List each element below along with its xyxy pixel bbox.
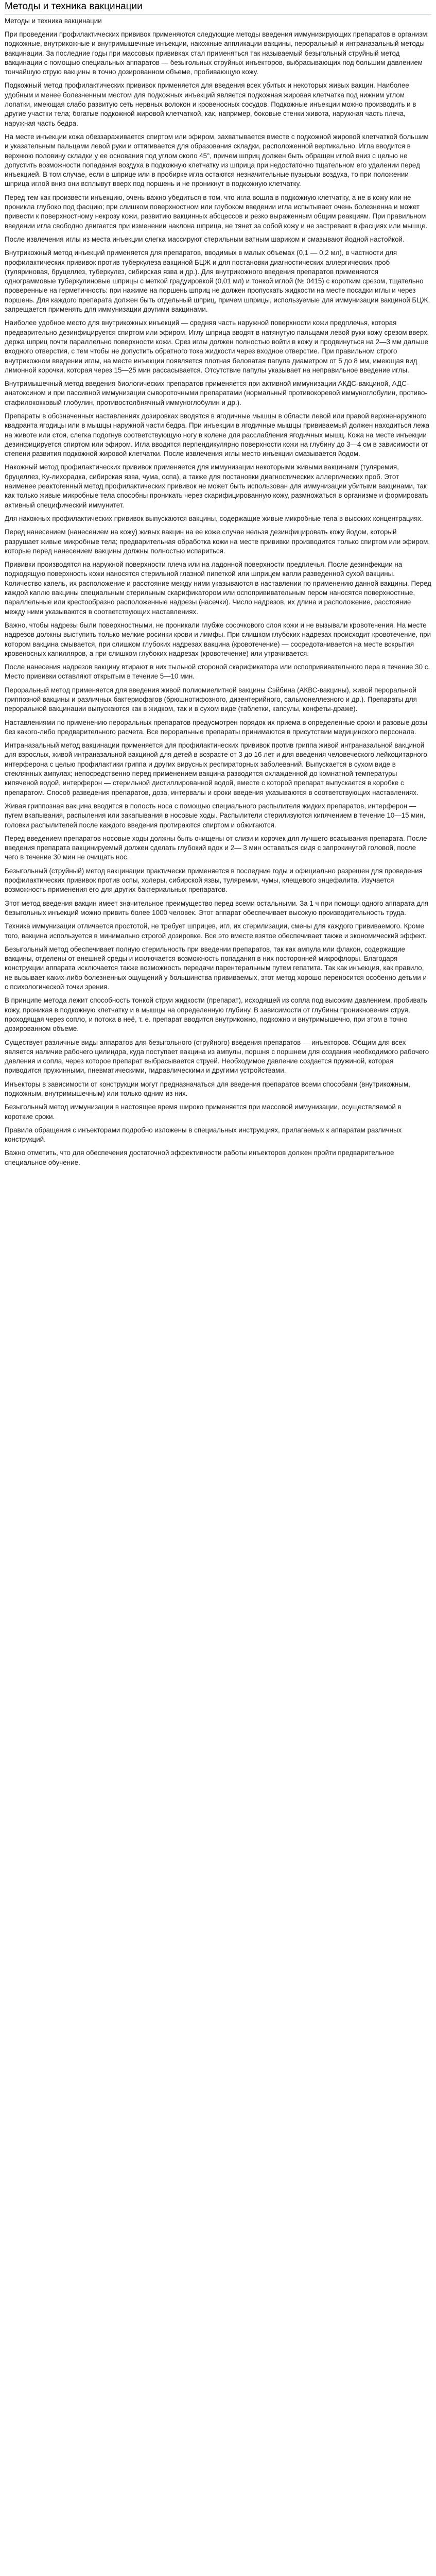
page-title: Методы и техника вакцинации: [5, 1, 431, 14]
article-paragraph: Препараты в обозначенных наставлениях дозировках вводятся в ягодичные мышцы в области левой или правой верхненаружного квадранта ягодицы или в мышцы наружной части бедра. При инъекции в ягодичные мышцы прививаемый должен находиться лежа на животе или стоя, слегка подогнув соответствующую ногу в колене для расслабления ягодичных мышц. Кожа на месте инъекции дезинфицируется спиртом или эфиром. Игла вводится перпендикулярно поверхности кожи на глубину до 3—4 см в зависимости от степени развития подкожной жировой клетчатки. После извлечения иглы место инъекции смазывается йодом.: [5, 412, 430, 458]
article-paragraph: Техника иммунизации отличается простотой, не требует шприцев, игл, их стерилизации, смены для каждого прививаемого. Кроме того, вакцина используется в минимально строгой дозировке. Все это вместе взятое обеспечивает также и экономический эффект.: [5, 922, 427, 940]
article-paragraph: Пероральный метод применяется для введения живой полиомиелитной вакцины Сэйбина (АКВС-вакцины), живой пероральной гриппозной вакцины и различных бактериофагов (брюшнотифозного, дизентерийного, сальмонеллезного и др.). Препараты для пероральной вакцинации выпускаются как в жидком, так и в сухом виде (таблетки, капсулы, конфеты-драже).: [5, 686, 417, 713]
article-paragraph: Существует различные виды аппаратов для безыгольного (струйного) введения препаратов — инъекторов. Общим для всех является наличие рабочего цилиндра, куда поступает вакцина из ампулы, поршня с поршнем для создания необходимого рабочего давления и сопла, через которое препарат выбрасывается струей. Необходимое давление создается пружиной, которая приводится пружинными, пневматическими, гидравлическими и другими устройствами.: [5, 1038, 429, 1075]
article-paragraph: Перед введением препаратов носовые ходы должны быть очищены от слизи и корочек для лучшего всасывания препарата. После введения препарата вакцинируемый должен сделать глубокий вдох и 2— 3 мин оставаться сидя с запрокинутой головой, после чего в течение 30 мин не очищать нос.: [5, 834, 427, 861]
article-paragraph: Правила обращения с инъекторами подробно изложены в специальных инструкциях, прилагаемых к аппаратам различных конструкций.: [5, 1126, 402, 1144]
article-paragraph: После нанесения надрезов вакцину втирают в них тыльной стороной скарификатора или оспопрививательного пера в течение 30 с. Место прививки оставляют открытым в течение 5—10 мин.: [5, 663, 430, 681]
article-paragraph: Живая гриппозная вакцина вводится в полость носа с помощью специального распылителя жидких препаратов, интерферон — пугем вкапывания, распыления или закапывания в носовые ходы. Распылители стерилизуются кипячением в течение 10—15 мин, головки распылителей после каждого введения протираются спиртом и обжигаются.: [5, 802, 426, 829]
article-paragraph: Подкожный метод профилактических прививок применяется для введения всех убитых и некоторых живых вакцин. Наиболее удобным и менее болезненным местом для подкожных инъекций является подкожная жировая клетчатка под нижним углом лопатки, имеющая слабо развитую сеть нервных волокон и кровеносных сосудов. Подкожные инъекции можно производить и в другие участки тела; богатые подкожной жировой клетчаткой, как, например, боковые стенки живота, наружная часть плеча, наружная часть бедра.: [5, 81, 416, 127]
article-paragraph: Важно, чтобы надрезы были поверхностными, не проникали глубже сосочкового слоя кожи и не вызывали кровотечения. На месте надрезов должны выступить только мелкие росинки крови и лимфы. При слишком глубоких надрезах происходит кровотечение, при котором вакцина смывается, при слишком глубоких надрезах вакцина (кровотечение) — сосредотачивается на месте вскрытия кровеносных капилляров, а при слишком глубоких надрезах (кровотечение) или утрачивается.: [5, 621, 431, 657]
article-paragraph: Прививки производятся на наружной поверхности плеча или на ладонной поверхности предплечья. После дезинфекции на подходящую поверхность кожи наносятся стерильной глазной пипеткой или шприцем капли разведенной сухой вакцины. Количество капель, их расположение и расстояние между ними указываются в наставлении по применению данной вакцины. Перед каждой каплю вакцины специальным стерильным скарификатором или оспопрививательным пером наносятся поверхностные, параллельные или крестообразно расположенные надрезы (насечки). Число надрезов, их длина и расположение, расстояние между ними указываются в соответствующих наставлениях.: [5, 561, 431, 616]
article-paragraph: Безыгольный метод иммунизации в настоящее время широко применяется при массовой иммунизации, осуществляемой в короткие сроки.: [5, 1103, 402, 1121]
article-paragraph: Наставлениями по применению пероральных препаратов предусмотрен порядок их приема в определенные сроки и разовые дозы без какого-либо предварительного расчета. Все пероральные препараты принимаются в присутствии медицинского персонала.: [5, 718, 427, 736]
article-paragraph: Внутримышечный метод введения биологических препаратов применяется при активной иммунизации АКДС-вакциной, АДС-анатоксином и при пассивной иммунизации сывороточными препаратами (нормальный противокоревой иммуноглобулин, противо-стафилококковый глобулин, противостолбнячный иммуноглобулин и др.).: [5, 380, 427, 406]
page-subtitle: Методы и техника вакцинации: [5, 17, 102, 25]
article-paragraph: Инъекторы в зависимости от конструкции могут предназначаться для введения препаратов всеми способами (внутрикожным, подкожным, внутримышечным) или только одним из них.: [5, 1080, 410, 1097]
article: [0, 1, 436, 1167]
article-paragraph: Перед тем как произвести инъекцию, очень важно убедиться в том, что игла вошла в подкожную клетчатку, а не в кожу или не проникла глубоко под фасцию; при слишком поверхностном или глубоком введении игла испытывает очень болезненна и может привести к поверхностному некрозу кожи, развитию вакцинных абсцессов и резко выраженным общим реакциям. При правильном введении игла свободно двигается при изменении наклона шприца, не тянет за собой кожу и не застревает в фасциях или мышце.: [5, 193, 428, 230]
article-paragraph: Накожный метод профилактических прививок применяется для иммунизации некоторыми живыми вакцинами (туляремия, бруцеллез, Ку-лихорадка, сибирская язва, чума, оспа), а также для постановки диагностических аллергических проб. Этот наименее реактогенный метод профилактических прививок не может быть использован для иммунизации убитыми вакцинами, так как только живые микробные тела способны проникать через скарифицированную кожу, размножаться в организме и формировать активный специфический иммунитет.: [5, 463, 429, 509]
article-paragraph: Безыгольный метод обеспечивает полную стерильность при введении препаратов, так как ампула или флакон, содержащие вакцины, отделены от внешней среды и исключается возможность попадания в них посторонней микрофлоры. Благодаря конструкции аппарата исключается также возможность передачи парентеральным путем гепатита. Так как инъекция, как правило, не вызывает каких-либо болезненных ощущений у большинства прививаемых, этот метод хорошо переносится особенно детьми и с психологической точки зрения.: [5, 945, 427, 991]
article-paragraph: Интраназальный метод вакцинации применяется для профилактических прививок против гриппа живой интраназальной вакциной для взрослых, живой интраназальной вакциной для детей в возрасте от 3 до 16 лет и для введения человеческого лейкоцитарного интерферона с целью профилактики гриппа и других вирусных респираторных заболеваний. Выпускается в сухом виде в стеклянных ампулах; непосредственно перед применением вакцина разводится охлажденной до комнатной температуры кипяченой водой, интерферон — стерильной дистиллированной водой, вместе с которой препарат выпускается в коробке с препаратом. Способ разведения препаратов, доза, интервалы и сроки введения указываются в соответствующих наставлениях.: [5, 741, 427, 796]
article-paragraph: Этот метод введения вакцин имеет значительное преимущество перед всеми остальными. За 1 ч при помощи одного аппарата для безыгольных инъекций можно привить более 1000 человек. Этот аппарат обеспечивает высокую производительность труда.: [5, 899, 429, 917]
article-paragraph: После извлечения иглы из места инъекции слегка массируют стерильным ватным шариком и смазывают йодной настойкой.: [5, 235, 405, 243]
article-paragraph: При проведении профилактических прививок применяются следующие методы введения иммунизирующих препаратов в организм: подкожные, внутрикожные и внутримышечные инъекции, накожные аппликации вакцины, пероральный и интраназальный методы вакцинации. За последние годы при массовых прививках стал применяться так называемый безыгольный струйный метод вакцинации с помощью специальных аппаратов — безыгольных струйных инъекторов, выбрасывающих под большим давлением тончайшую струю вакцины в точно дозированном объеме, пробивающую кожу.: [5, 30, 429, 76]
article-paragraph: На месте инъекции кожа обеззараживается спиртом или эфиром, захватывается вместе с подкожной жировой клетчаткой большим и указательным пальцами левой руки и оттягивается для образования складки, расположенной вертикально. Игла вводится в верхнюю половину складки у ее основания под углом около 45°, причем шприц должен быть обращен иглой вниз с целью не допустить возможности попадания воздуха в подкожную клетчатку из шприца при недостаточно тщательном его удалении перед инъекцией. В том случае, если в шприце или в пробирке игла остаются незначительные пузырьки воздуха, то при положении шприца иглой вниз они всплывут вверх под поршень и не проникнут в подкожную клетчатку.: [5, 132, 429, 188]
article-paragraph: Внутрикожный метод инъекций применяется для препаратов, вводимых в малых объемах (0,1 — 0,2 мл), в частности для профилактических прививок против туберкулеза вакциной БЦЖ и для постановки диагностических аллергических проб (туляриновая, бруцеллез, туберкулез, сибирская язва и др.). Для внутрикожного введения препаратов применяются однограммовые туберкулиновые шприцы с меткой градуировкой (0,01 мл) и тонкой иглой (№ 0415) с коротким срезом, тщательно проверенные на герметичность: при нажиме на поршень шприц не должен пропускать жидкости на месте посадки иглы и через поршень. Для каждого препарата должен быть отдельный шприц, причем шприцы, используемые для иммунизации вакциной БЦЖ, запрещается применять для иммунизации другими вакцинами.: [5, 249, 430, 314]
article-paragraph: В принципе метода лежит способность тонкой струи жидкости (препарат), исходящей из сопла под высоким давлением, пробивать кожу, проникая в подкожную клетчатку и в мышцы на определенную глубину. В зависимости от глубины проникновения струя, проходящая через сопло, и потока в неё, т. е. препарат вводится внутрикожно, подкожно и внутримышечно, при этом в точно дозированном объеме.: [5, 996, 427, 1033]
article-body: [5, 30, 431, 1167]
article-paragraph: Перед нанесением (нанесением на кожу) живых вакцин на ее коже случае нельзя дезинфицировать кожу йодом, который разрушает живые микробные тела; предварительная обработка кожи на месте прививки производится только спиртом или эфиром, которые перед нанесением вакцины должны полностью испариться.: [5, 528, 430, 555]
article-paragraph: Для накожных профилактических прививок выпускаются вакцины, содержащие живые микробные тела в высоких концентрациях.: [5, 514, 423, 522]
article-paragraph: Наиболее удобное место для внутрикожных инъекций — средняя часть наружной поверхности кожи предплечья, которая предварительно дезинфицируется спиртом или эфиром. Иглу шприца вводят в натянутую пальцами левой руки кожу срезом вверх, держа шприц почти параллельно поверхности кожи. Срез иглы должен полностью войти в кожу и продвинуться на 2—3 мм дальше входного отверстия, с тем чтобы не допустить обратного тока жидкости через входное отверстие. При правильном строго внутрикожном введении иглы, на месте инъекции появляется плотная беловатая папула диаметром от 5 до 8 мм, имеющая вид лимонной корочки, которая через 15—25 мин рассасывается. Отсутствие папулы указывает на неправильное введение иглы.: [5, 319, 429, 374]
article-paragraph: Безыгольный (струйный) метод вакцинации практически применяется в последние годы и официально разрешен для проведения профилактических прививок против оспы, холеры, сибирской язвы, туляремии, чумы, клещевого энцефалита. Изучается возможность применения его для других бактериальных препаратов.: [5, 867, 423, 894]
article-paragraph: Важно отметить, что для обеспечения достаточной эффективности работы инъекторов должен пройти предварительное специальное обучение.: [5, 1149, 394, 1166]
